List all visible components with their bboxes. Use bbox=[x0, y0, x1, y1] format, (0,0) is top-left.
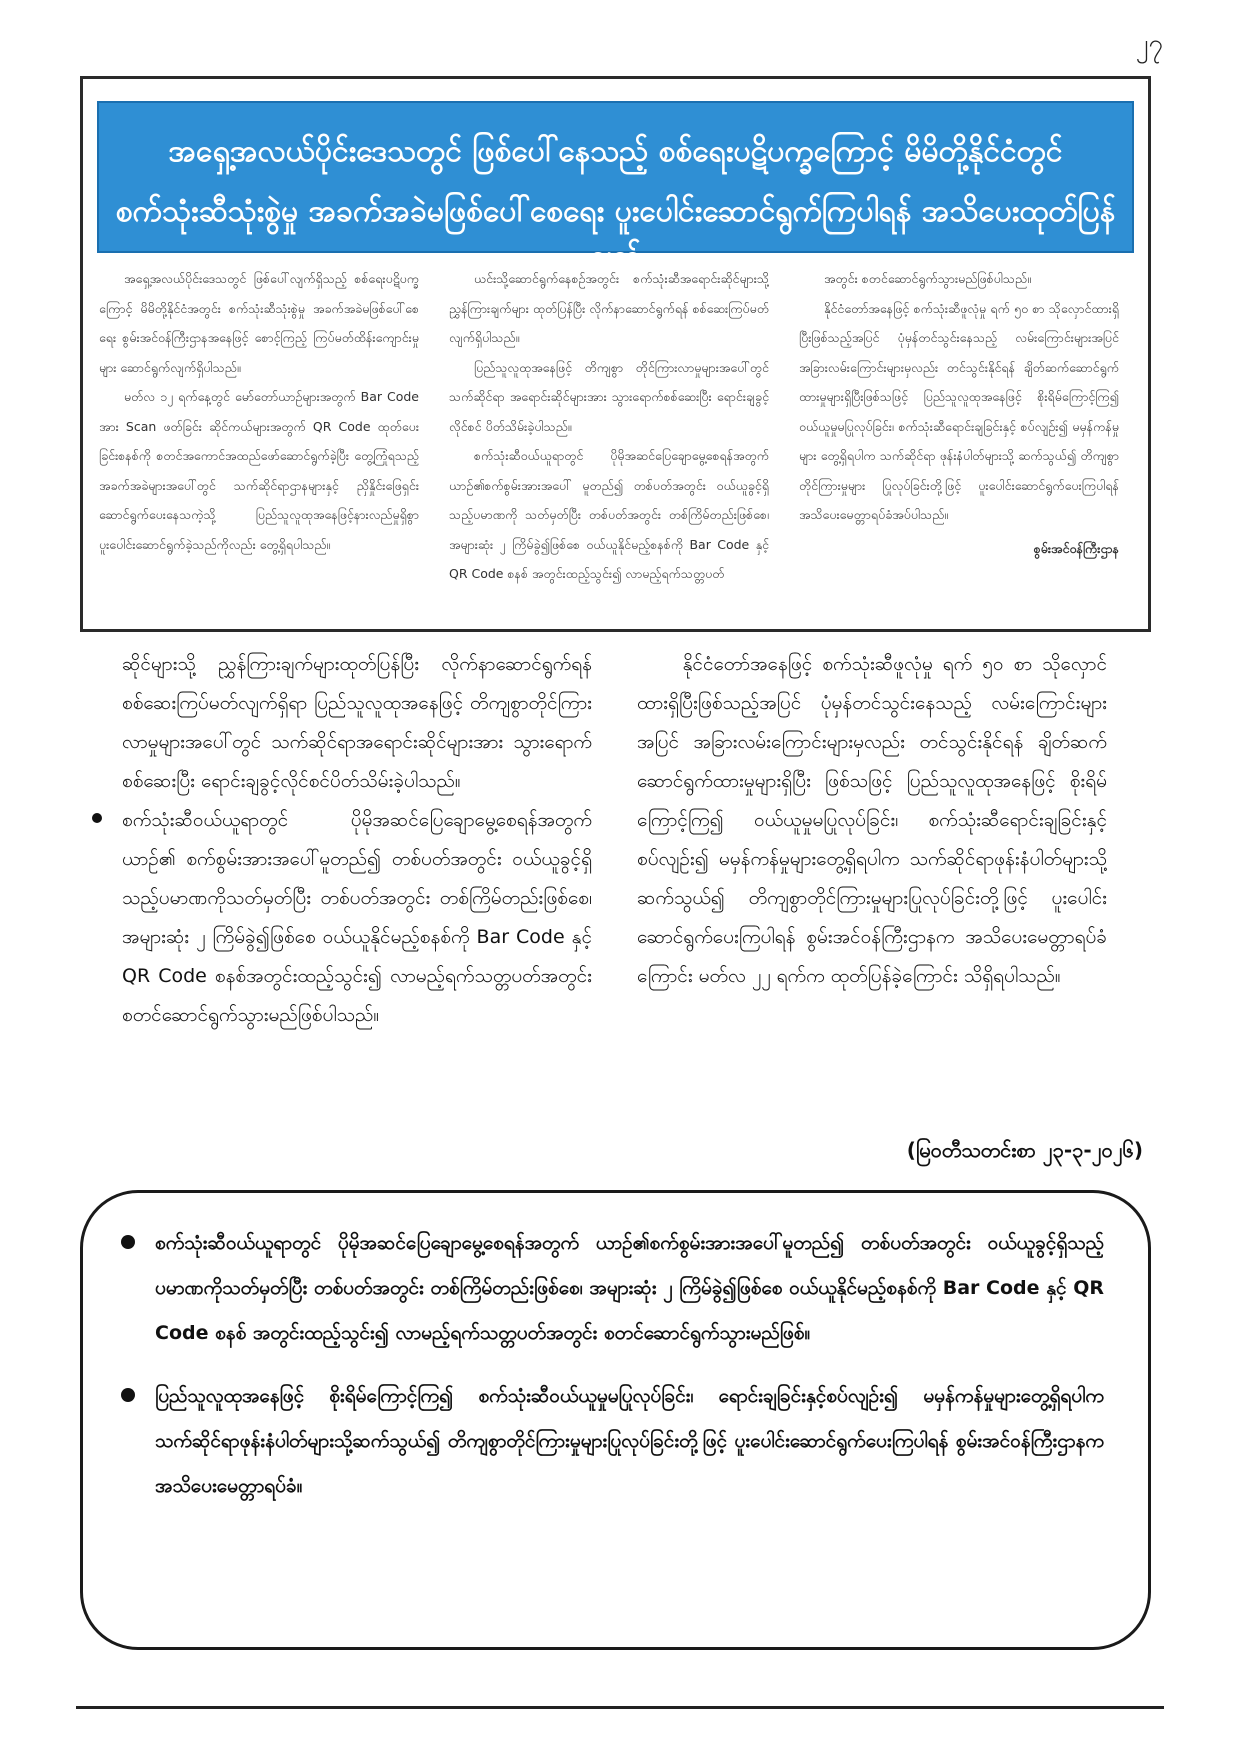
bottom-divider bbox=[76, 1706, 1164, 1709]
clipping-column-1 bbox=[99, 264, 419, 559]
bullet-dot-icon bbox=[92, 813, 102, 823]
bullet-text: စက်သုံးဆီဝယ်ယူရာတွင် ပိုမိုအဆင်ပြေချောမွေ့စေရန်အတွက် ယာဉ်၏ စက်စွမ်းအားအပေါ်မူတည်၍ တစ်ပတ်အတွင်း ဝယ်ယူခွင့်ရှိသည့်ပမာဏကိုသတ်မှတ်ပြီး တစ်ပတ်အတွင်း တစ်ကြိမ်တည်းဖြစ်စေ၊ အများဆုံး ၂ ကြိမ်ခွဲ၍ဖြစ်စေ ဝယ်ယူနိုင်မည့်စနစ်ကို Bar Code နှင့် QR Code စနစ်အတွင်းထည့်သွင်း၍ လာမည့်ရက်သတ္တပတ်အတွင်း စတင်ဆောင်ရွက်သွားမည်ဖြစ်ပါသည်။ bbox=[122, 809, 592, 1026]
body-paragraph: ဆိုင်များသို့ ညွှန်ကြားချက်များထုတ်ပြန်ပြီး လိုက်နာဆောင်ရွက်ရန် စစ်ဆေးကြပ်မတ်လျက်ရှိရာ ပြည်သူလူထုအနေဖြင့် တိကျစွာတိုင်ကြားလာမှုများအပေါ်တွင် သက်ဆိုင်ရာအရောင်းဆိုင်များအား သွားရောက်စစ်ဆေးပြီး ရောင်းချခွင့်လိုင်စင်ပိတ်သိမ်းခဲ့ပါသည်။ bbox=[122, 653, 592, 792]
clipping-paragraph: စက်သုံးဆီဝယ်ယူရာတွင် ပိုမိုအဆင်ပြေချောမွေ့စေရန်အတွက် ယာဉ်၏စက်စွမ်းအားအပေါ် မူတည်၍ တစ်ပတ်အတွင်း ဝယ်ယူခွင့်ရှိသည့်ပမာဏကို သတ်မှတ်ပြီး တစ်ပတ်အတွင်း တစ်ကြိမ်တည်းဖြစ်စေ၊ အများဆုံး ၂ ကြိမ်ခွဲ၍ဖြစ်စေ ဝယ်ယူနိုင်မည့်စနစ်ကို Bar Code နှင့် QR Code စနစ် အတွင်းထည့်သွင်း၍ လာမည့်ရက်သတ္တပတ် bbox=[449, 448, 769, 581]
clipping-headline-banner bbox=[97, 101, 1134, 274]
main-column-left bbox=[122, 645, 592, 1035]
clipping-column-3 bbox=[799, 264, 1119, 563]
bullet-dot-icon bbox=[121, 1235, 135, 1249]
summary-text: စက်သုံးဆီဝယ်ယူရာတွင် ပိုမိုအဆင်ပြေချောမွေ့စေရန်အတွက် ယာဉ်၏စက်စွမ်းအားအပေါ်မူတည်၍ တစ်ပတ်အတွင်း ဝယ်ယူခွင့်ရှိသည့်ပမာဏကိုသတ်မှတ်ပြီး တစ်ပတ်အတွင်း တစ်ကြိမ်တည်းဖြစ်စေ၊ အများဆုံး ၂ ကြိမ်ခွဲ၍ဖြစ်စေ ဝယ်ယူနိုင်မည့်စနစ်ကို Bar Code နှင့် QR Code စနစ် အတွင်းထည့်သွင်း၍ လာမည့်ရက်သတ္တပတ်အတွင်း စတင်ဆောင်ရွက်သွားမည်ဖြစ်။ bbox=[155, 1232, 1105, 1344]
newspaper-clipping bbox=[80, 76, 1151, 632]
clipping-headline-line2: စက်သုံးဆီသုံးစွဲမှု အခက်အခဲမဖြစ်ပေါ်စေရေး ပူးပေါင်းဆောင်ရွက်ကြပါရန် အသိပေးထုတ်ပြန်ချက် bbox=[115, 194, 1116, 274]
summary-text: ပြည်သူလူထုအနေဖြင့် စိုးရိမ်ကြောင့်ကြ၍ စက်သုံးဆီဝယ်ယူမှုမပြုလုပ်ခြင်း၊ ရောင်းချခြင်းနှင့်စပ်လျဉ်း၍ မမှန်ကန်မှုများတွေ့ရှိရပါက သက်ဆိုင်ရာဖုန်းနံပါတ်များသို့ဆက်သွယ်၍ တိကျစွာတိုင်ကြားမှုများပြုလုပ်ခြင်းတို့ဖြင့် ပူးပေါင်းဆောင်ရွက်ပေးကြပါရန် စွမ်းအင်ဝန်ကြီးဌာနက အသိပေးမေတ္တာရပ်ခံ။ bbox=[155, 1385, 1104, 1497]
clipping-headline-line1: အရှေ့အလယ်ပိုင်းဒေသတွင် ဖြစ်ပေါ်နေသည့် စစ်ရေးပဋိပက္ခကြောင့် မိမိတို့နိုင်ငံတွင် bbox=[168, 134, 1063, 169]
clipping-paragraph: မတ်လ ၁၂ ရက်နေ့တွင် မော်တော်ယာဉ်များအတွက် Bar Code အား Scan ဖတ်ခြင်း ဆိုင်ကယ်များအတွက် QR Code ထုတ်ပေးခြင်းစနစ်ကို စတင်အကောင်အထည်ဖော်ဆောင်ရွက်ခဲ့ပြီး တွေ့ကြုံရသည့် အခက်အခဲများအပေါ်တွင် သက်ဆိုင်ရာဌာနများနှင့် ညှိနှိုင်းဖြေရှင်း ဆောင်ရွက်ပေးနေသကဲ့သို့ ပြည်သူလူထုအနေဖြင့်နားလည်မှုရှိစွာ ပူးပေါင်းဆောင်ရွက်ခဲ့သည်ကိုလည်း တွေ့ရှိရပါသည်။ bbox=[99, 389, 419, 552]
main-column-right bbox=[637, 645, 1107, 996]
clipping-paragraph: နိုင်ငံတော်အနေဖြင့် စက်သုံးဆီဖူလုံမှု ရက် ၅၀ စာ သိုလှောင်ထားရှိပြီးဖြစ်သည့်အပြင် ပုံမှန်တင်သွင်းနေသည့် လမ်းကြောင်းများအပြင် အခြားလမ်းကြောင်းများမှလည်း တင်သွင်းနိုင်ရန် ချိတ်ဆက်ဆောင်ရွက်ထားမှုများရှိပြီးဖြစ်သဖြင့် ပြည်သူလူထုအနေဖြင့် စိုးရိမ်ကြောင့်ကြ၍ ဝယ်ယူမှုမပြုလုပ်ခြင်း၊ စက်သုံးဆီရောင်းချခြင်းနှင့် စပ်လျဉ်း၍ မမှန်ကန်မှုများ တွေ့ရှိရပါက သက်ဆိုင်ရာ ဖုန်းနံပါတ်များသို့ ဆက်သွယ်၍ တိကျစွာတိုင်ကြားမှုများ ပြုလုပ်ခြင်းတို့ဖြင့် ပူးပေါင်းဆောင်ရွက်ပေးကြပါရန် အသိပေးမေတ္တာရပ်ခံအပ်ပါသည်။ bbox=[799, 300, 1119, 522]
body-paragraph: နိုင်ငံတော်အနေဖြင့် စက်သုံးဆီဖူလုံမှု ရက် ၅၀ စာ သိုလှောင်ထားရှိပြီးဖြစ်သည့်အပြင် ပုံမှန်တင်သွင်းနေသည့် လမ်းကြောင်းများအပြင် အခြားလမ်းကြောင်းများမှလည်း တင်သွင်းနိုင်ရန် ချိတ်ဆက်ဆောင်ရွက်ထားမှုများရှိပြီး ဖြစ်သဖြင့် ပြည်သူလူထုအနေဖြင့် စိုးရိမ်ကြောင့်ကြ၍ ဝယ်ယူမှုမပြုလုပ်ခြင်း၊ စက်သုံးဆီရောင်းချခြင်းနှင့်စပ်လျဉ်း၍ မမှန်ကန်မှုများတွေ့ရှိရပါက သက်ဆိုင်ရာဖုန်းနံပါတ်များသို့ ဆက်သွယ်၍ တိကျစွာတိုင်ကြားမှုများပြုလုပ်ခြင်းတို့ဖြင့် ပူးပေါင်းဆောင်ရွက်ပေးကြပါရန် စွမ်းအင်ဝန်ကြီးဌာနက အသိပေးမေတ္တာရပ်ခံကြောင်း မတ်လ ၂၂ ရက်က ထုတ်ပြန်ခဲ့ကြောင်း သိရှိရပါသည်။ bbox=[637, 653, 1107, 987]
clipping-columns bbox=[99, 264, 1134, 616]
bullet-dot-icon bbox=[121, 1388, 135, 1402]
page-number: ၂၇ bbox=[1135, 29, 1163, 59]
summary-item bbox=[155, 1374, 1104, 1509]
clipping-column-2 bbox=[449, 264, 769, 589]
clipping-signature: စွမ်းအင်ဝန်ကြီးဌာန bbox=[1033, 540, 1119, 556]
clipping-paragraph: ယင်းသို့ဆောင်ရွက်နေစဉ်အတွင်း စက်သုံးဆီအရောင်းဆိုင်များသို့ ညွှန်ကြားချက်များ ထုတ်ပြန်ပြီး လိုက်နာဆောင်ရွက်ရန် စစ်ဆေးကြပ်မတ်လျက်ရှိပါသည်။ bbox=[449, 271, 769, 345]
summary-item bbox=[155, 1221, 1104, 1356]
clipping-paragraph: အတွင်း စတင်ဆောင်ရွက်သွားမည်ဖြစ်ပါသည်။ bbox=[824, 271, 1031, 286]
clipping-paragraph: အရှေ့အလယ်ပိုင်းဒေသတွင် ဖြစ်ပေါ်လျက်ရှိသည့် စစ်ရေးပဋိပက္ခကြောင့် မိမိတို့နိုင်ငံအတွင်း စက်သုံးဆီသုံးစွဲမှု အခက်အခဲမဖြစ်ပေါ်စေရေး စွမ်းအင်ဝန်ကြီးဌာနအနေဖြင့် စောင့်ကြည့် ကြပ်မတ်ထိန်းကျောင်းမှုများ ဆောင်ရွက်လျက်ရှိပါသည်။ bbox=[99, 271, 419, 375]
source-citation: (မြဝတီသတင်းစာ ၂၃-၃-၂၀၂၆) bbox=[906, 1138, 1143, 1162]
summary-box bbox=[80, 1190, 1151, 1650]
clipping-paragraph: ပြည်သူလူထုအနေဖြင့် တိကျစွာ တိုင်ကြားလာမှုများအပေါ်တွင် သက်ဆိုင်ရာ အရောင်းဆိုင်များအား သွားရောက်စစ်ဆေးပြီး ရောင်းချခွင့်လိုင်စင် ပိတ်သိမ်းခဲ့ပါသည်။ bbox=[449, 359, 769, 434]
bullet-item bbox=[122, 801, 592, 1035]
